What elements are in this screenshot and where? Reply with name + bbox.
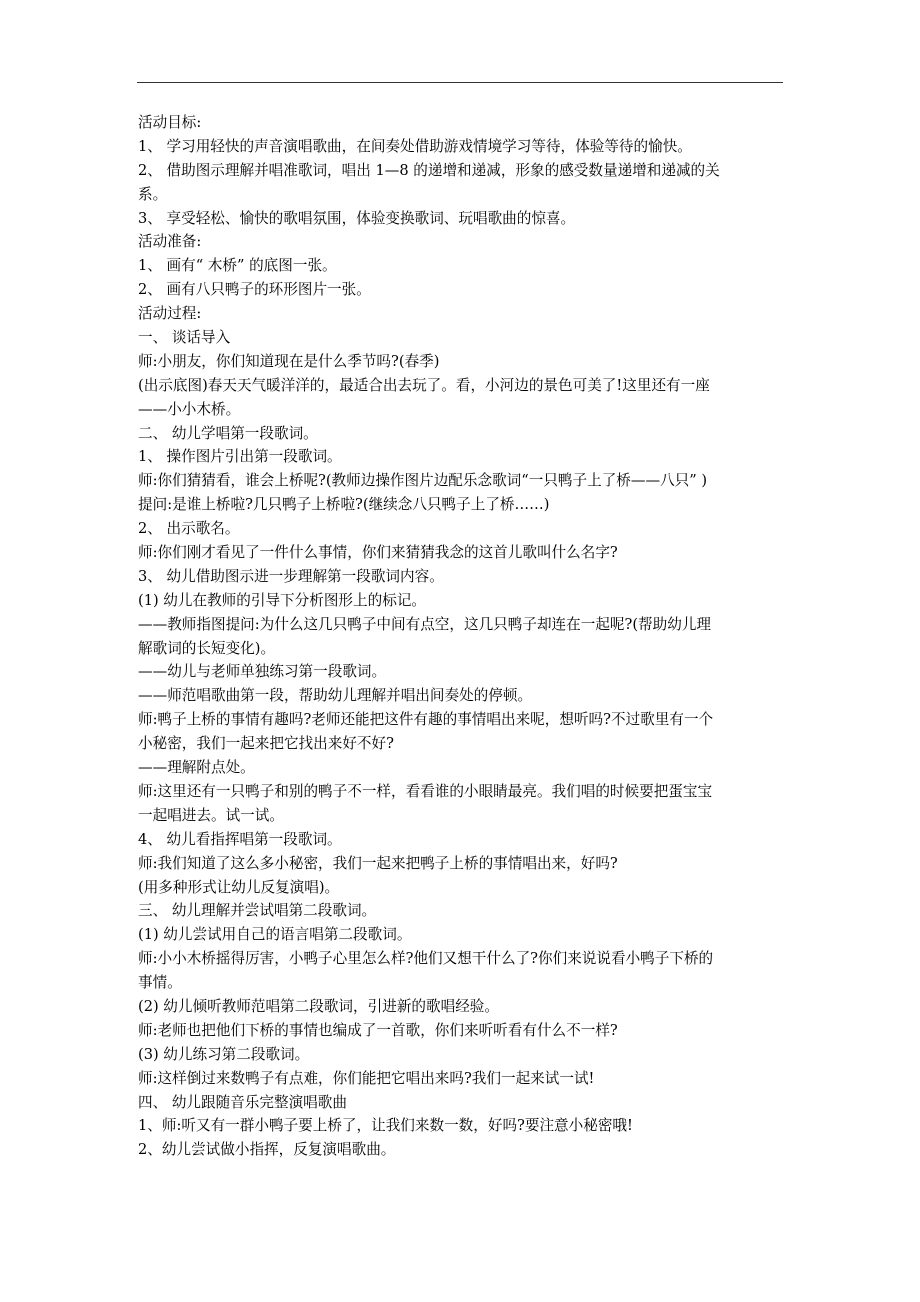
text-line: 提问:是谁上桥啦?几只鸭子上桥啦?(继续念八只鸭子上了桥……): [138, 496, 550, 514]
text-line: (2) 幼儿倾听教师范唱第二段歌词，引进新的歌唱经验。: [138, 997, 499, 1015]
text-line: 师:小朋友，你们知道现在是什么季节吗?(春季): [138, 352, 440, 370]
text-line: 2、 借助图示理解并唱准歌词，唱出 1—8 的递增和递减，形象的感受数量递增和递减的关: [138, 161, 720, 179]
text-line: 3、 享受轻松、愉快的歌唱氛围，体验变换歌词、玩唱歌曲的惊喜。: [138, 209, 576, 227]
text-line: (用多种形式让幼儿反复演唱)。: [138, 878, 340, 896]
text-line: 活动目标:: [138, 114, 202, 131]
text-line: 师:你们猜猜看，谁会上桥呢?(教师边操作图片边配乐念歌词“一只鸭子上了桥——八只” ): [138, 472, 708, 490]
text-line: 2、 出示歌名。: [138, 520, 240, 538]
text-line: (3) 幼儿练习第二段歌词。: [138, 1045, 310, 1063]
text-line: 1、 学习用轻快的声音演唱歌曲，在间奏处借助游戏情境学习等待，体验等待的愉快。: [138, 137, 692, 155]
header-rule: [137, 82, 783, 83]
text-line: (出示底图)春天天气暖洋洋的，最适合出去玩了。看，小河边的景色可美了!这里还有一座: [138, 376, 710, 394]
text-line: ——理解附点处。: [138, 759, 255, 777]
text-line: 师:你们刚才看见了一件什么事情，你们来猜猜我念的这首儿歌叫什么名字?: [138, 544, 618, 562]
text-line: 2、幼儿尝试做小指挥，反复演唱歌曲。: [138, 1141, 396, 1159]
text-line: 师:老师也把他们下桥的事情也编成了一首歌，你们来听听看有什么不一样?: [138, 1021, 618, 1039]
text-line: 一起唱进去。试一试。: [138, 806, 284, 824]
text-line: 3、 幼儿借助图示进一步理解第一段歌词内容。: [138, 567, 444, 585]
text-line: 师:我们知道了这么多小秘密，我们一起来把鸭子上桥的事情唱出来，好吗?: [138, 854, 618, 872]
text-line: 活动准备:: [138, 233, 202, 251]
text-line: 事情。: [138, 974, 182, 992]
document-body: [138, 111, 786, 1162]
text-line: 2、 画有八只鸭子的环形图片一张。: [138, 281, 371, 299]
text-line: 三、 幼儿理解并尝试唱第二段歌词。: [138, 902, 377, 920]
text-line: (1) 幼儿尝试用自己的语言唱第二段歌词。: [138, 926, 412, 944]
text-line: (1) 幼儿在教师的引导下分析图形上的标记。: [138, 591, 427, 609]
text-line: 活动过程:: [138, 305, 202, 323]
text-line: ——师范唱歌曲第一段，帮助幼儿理解并唱出间奏处的停顿。: [138, 687, 533, 705]
text-line: 师:小小木桥摇得厉害，小鸭子心里怎么样?他们又想干什么了?你们来说说看小鸭子下桥的: [138, 950, 714, 968]
text-line: 师:这里还有一只鸭子和别的鸭子不一样，看看谁的小眼睛最亮。我们唱的时候要把蛋宝宝: [138, 782, 713, 800]
text-line: 一、 谈话导入: [138, 329, 231, 347]
text-line: 小秘密，我们一起来把它找出来好不好?: [138, 735, 394, 753]
text-line: ——小小木桥。: [138, 400, 241, 418]
text-line: 解歌词的长短变化)。: [138, 639, 276, 657]
text-line: 系。: [138, 185, 168, 203]
text-line: 师:这样倒过来数鸭子有点难，你们能把它唱出来吗?我们一起来试一试!: [138, 1069, 595, 1087]
text-line: 1、师:听又有一群小鸭子要上桥了，让我们来数一数，好吗?要注意小秘密哦!: [138, 1117, 633, 1135]
text-line: 师:鸭子上桥的事情有趣吗?老师还能把这件有趣的事情唱出来呢，想听吗?不过歌里有一个: [138, 711, 714, 729]
text-line: 1、 画有“ 木桥” 的底图一张。: [138, 257, 337, 275]
text-line: 二、 幼儿学唱第一段歌词。: [138, 424, 318, 442]
text-line: 4、 幼儿看指挥唱第一段歌词。: [138, 830, 342, 848]
text-line: 四、 幼儿跟随音乐完整演唱歌曲: [138, 1093, 347, 1111]
text-line: ——幼儿与老师单独练习第一段歌词。: [138, 663, 387, 681]
text-line: 1、 操作图片引出第一段歌词。: [138, 448, 342, 466]
text-line: ——教师指图提问:为什么这几只鸭子中间有点空，这几只鸭子却连在一起呢?(帮助幼儿理: [138, 615, 712, 633]
